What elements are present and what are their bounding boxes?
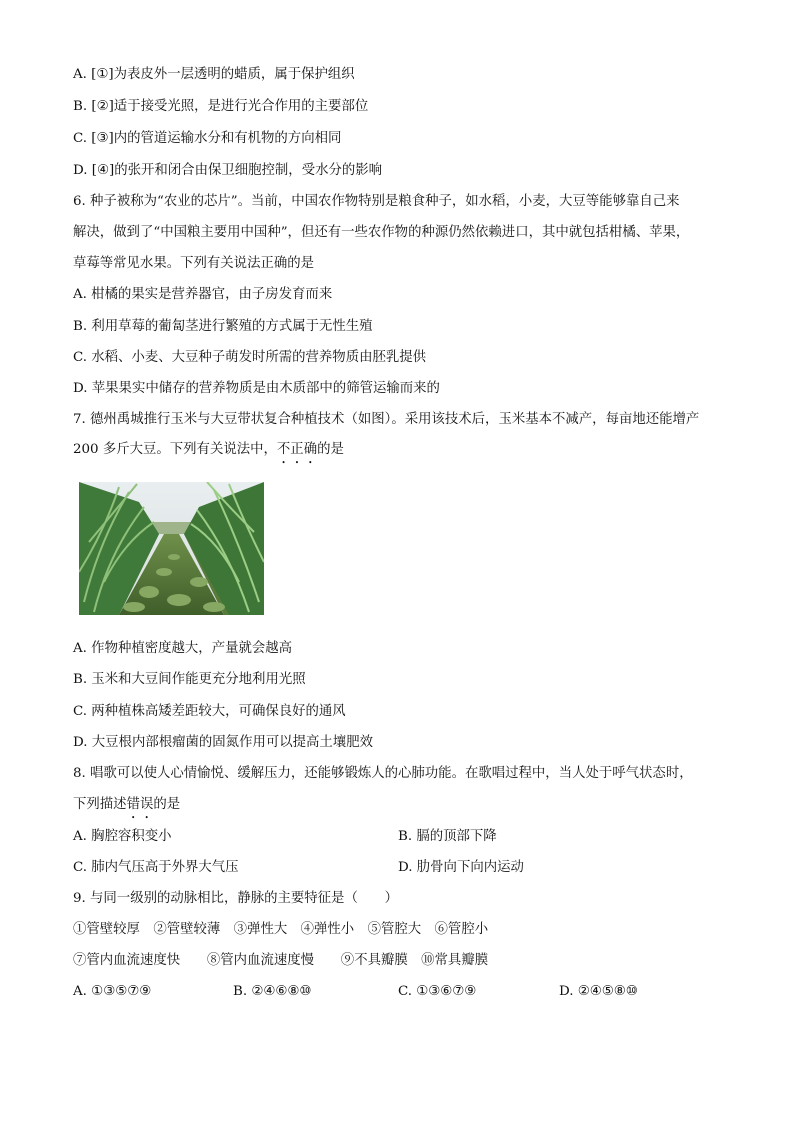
q9-stem: 9. 与同一级别的动脉相比，静脉的主要特征是（ ） bbox=[73, 891, 399, 906]
q7-stem-line2 bbox=[73, 441, 344, 459]
q5-option-a: A. [①]为表皮外一层透明的蜡质，属于保护组织 bbox=[73, 67, 355, 82]
q9-option-a: A. ①③⑤⑦⑨ bbox=[73, 984, 152, 999]
q5-option-d: D. [④]的张开和闭合由保卫细胞控制，受水分的影响 bbox=[73, 163, 383, 178]
q5-option-c: C. [③]内的管道运输水分和有机物的方向相同 bbox=[73, 131, 342, 146]
q6-stem-line3: 草莓等常见水果。下列有关说法正确的是 bbox=[73, 256, 315, 271]
intercropping-photo bbox=[79, 482, 264, 615]
q8-emphasis-char: 误 bbox=[139, 797, 154, 812]
q6-stem-line2: 解决，做到了“中国粮主要用中国种”，但还有一些农作物的种源仍然依赖进口，其中就包括柑橘、苹果， bbox=[73, 225, 690, 240]
q8-option-d: D. 肋骨向下向内运动 bbox=[398, 860, 524, 875]
q8-stem-pre: 下列描述 bbox=[73, 797, 127, 812]
q9-features-line1: ①管壁较厚 ②管壁较薄 ③弹性大 ④弹性小 ⑤管腔大 ⑥管腔小 bbox=[73, 922, 489, 937]
q7-option-b: B. 玉米和大豆间作能更充分地利用光照 bbox=[73, 672, 306, 687]
q7-stem-pre: 200 多斤大豆。下列有关说法中， bbox=[73, 442, 277, 457]
q8-option-c: C. 肺内气压高于外界大气压 bbox=[73, 860, 239, 875]
q8-option-a: A. 胸腔容积变小 bbox=[73, 829, 172, 844]
q7-option-c: C. 两种植株高矮差距较大，可确保良好的通风 bbox=[73, 704, 346, 719]
q7-emphasis-char: 正 bbox=[290, 442, 304, 457]
q6-stem-line1: 6. 种子被称为“农业的芯片”。当前，中国农作物特别是粮食种子，如水稻，小麦，大豆等能够靠自己来 bbox=[73, 194, 680, 209]
q6-option-a: A. 柑橘的果实是营养器官，由子房发育而来 bbox=[73, 287, 333, 302]
q9-option-b: B. ②④⑥⑧⑩ bbox=[233, 984, 312, 999]
q7-option-d: D. 大豆根内部根瘤菌的固氮作用可以提高土壤肥效 bbox=[73, 735, 373, 750]
q8-option-b: B. 膈的顶部下降 bbox=[398, 829, 497, 844]
q8-stem-line1: 8. 唱歌可以使人心情愉悦、缓解压力，还能够锻炼人的心肺功能。在歌唱过程中，当人处于呼气状态时， bbox=[73, 766, 693, 781]
q7-option-a: A. 作物种植密度越大，产量就会越高 bbox=[73, 641, 293, 656]
q6-option-c: C. 水稻、小麦、大豆种子萌发时所需的营养物质由胚乳提供 bbox=[73, 350, 427, 365]
q7-emphasis-char: 不 bbox=[276, 442, 291, 457]
q6-option-d: D. 苹果果实中储存的营养物质是由木质部中的筛管运输而来的 bbox=[73, 381, 440, 396]
q7-stem-line1: 7. 德州禹城推行玉米与大豆带状复合种植技术（如图）。采用该技术后，玉米基本不减产，每亩地还能增产 bbox=[73, 412, 700, 427]
q9-features-line2: ⑦管内血流速度快 ⑧管内血流速度慢 ⑨不具瓣膜 ⑩常具瓣膜 bbox=[73, 953, 489, 968]
q9-option-c: C. ①③⑥⑦⑨ bbox=[398, 984, 477, 999]
q7-emphasis-char: 确 bbox=[303, 442, 318, 457]
q9-option-d: D. ②④⑤⑧⑩ bbox=[559, 984, 638, 999]
q8-emphasis-char: 错 bbox=[126, 797, 140, 812]
q7-stem-post: 的是 bbox=[317, 442, 344, 457]
q8-stem-post: 的是 bbox=[153, 797, 181, 812]
q5-option-b: B. [②]适于接受光照，是进行光合作用的主要部位 bbox=[73, 99, 369, 114]
q6-option-b: B. 利用草莓的葡匐茎进行繁殖的方式属于无性生殖 bbox=[73, 319, 373, 334]
q8-stem-line2 bbox=[73, 796, 180, 814]
